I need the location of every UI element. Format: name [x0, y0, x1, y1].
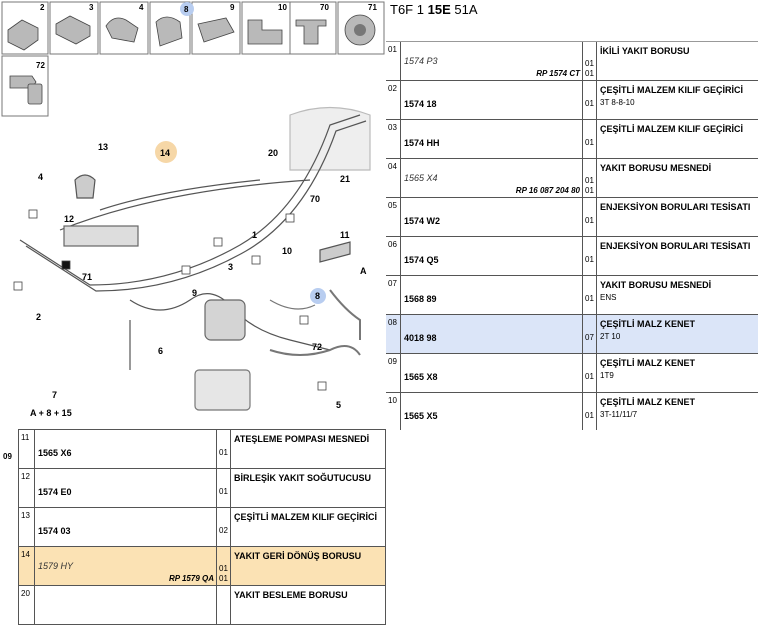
part-description: YAKIT GERİ DÖNÜŞ BORUSU: [234, 551, 362, 561]
quantity: 01: [585, 255, 594, 264]
parts-table-right: [386, 42, 758, 432]
callout-markers: [14, 210, 326, 390]
table-row[interactable]: [386, 354, 758, 393]
part-description: ENJEKSİYON BORULARI TESİSATI: [600, 202, 751, 212]
row-number: 03: [388, 123, 397, 132]
callout-12: 12: [64, 214, 75, 224]
callout-11: 11: [340, 230, 350, 240]
table-row[interactable]: [386, 198, 758, 237]
part-code[interactable]: 1574 E0: [38, 487, 72, 497]
callout-72: 72: [312, 342, 323, 352]
description-cell: [230, 430, 386, 468]
thumb-label-9: 9: [230, 3, 235, 12]
quantity-cell: [582, 315, 596, 353]
row-number-cell: [18, 469, 34, 507]
row-number: 04: [388, 162, 397, 171]
part-code-cell: [400, 198, 582, 236]
ref-n3: 51A: [454, 2, 478, 17]
quantity: 01: [219, 564, 228, 573]
table-row[interactable]: [386, 81, 758, 120]
quantity-cell: [216, 469, 230, 507]
description-cell: [596, 198, 758, 236]
part-code[interactable]: 1574 W2: [404, 216, 441, 226]
part-code-cell: [34, 469, 216, 507]
row-number: 06: [388, 240, 397, 249]
row-number-cell: [386, 315, 400, 353]
table-row[interactable]: [18, 429, 386, 469]
part-code-cell: [400, 159, 582, 197]
part-description: ÇEŞİTLİ MALZ KENET: [600, 397, 695, 407]
quantity-cell: [216, 586, 230, 624]
thumb-label-70: 70: [320, 3, 329, 12]
part-description: YAKIT BESLEME BORUSU: [234, 590, 348, 600]
table-row[interactable]: [18, 585, 386, 625]
table-row[interactable]: [386, 393, 758, 432]
thumbnail-strip: [2, 2, 384, 116]
part-description: ÇEŞİTLİ MALZEM KILIF GEÇİRİCİ: [600, 85, 743, 95]
row-number: 12: [21, 472, 30, 481]
row-number-cell: [386, 237, 400, 275]
row-number: 08: [388, 318, 397, 327]
part-code-cell: [400, 42, 582, 80]
row-number-cell: [386, 81, 400, 119]
part-description: ÇEŞİTLİ MALZEM KILIF GEÇİRİCİ: [600, 124, 743, 134]
part-code[interactable]: 1574 03: [38, 526, 71, 536]
fuel-cooler: [64, 226, 138, 246]
callout-A: A: [360, 266, 367, 276]
part-code[interactable]: 1568 89: [404, 294, 437, 304]
part-description: ATEŞLEME POMPASI MESNEDİ: [234, 434, 370, 444]
replacement-code[interactable]: RP 16 087 204 80: [515, 186, 580, 195]
row-number-cell: [18, 547, 34, 585]
group-label: 09: [3, 452, 12, 461]
row-number: 10: [388, 396, 397, 405]
row-number: 07: [388, 279, 397, 288]
callout-70: 70: [310, 194, 321, 204]
quantity-cell: [582, 81, 596, 119]
row-number-cell: [386, 276, 400, 314]
part-detail: 2T 10: [600, 332, 621, 341]
thumb-label-10: 10: [278, 3, 287, 12]
part-description: ÇEŞİTLİ MALZ KENET: [600, 358, 695, 368]
part-code[interactable]: 1565 X6: [38, 448, 72, 458]
part-code[interactable]: 1565 X4: [404, 173, 438, 183]
part-detail: 3T-11/11/7: [600, 410, 638, 419]
quantity: 07: [585, 333, 594, 342]
quantity-replacement: 01: [219, 574, 228, 583]
part-code-cell: [400, 393, 582, 431]
part-code-cell: [34, 547, 216, 585]
part-code[interactable]: 1574 HH: [404, 138, 440, 148]
description-cell: [596, 393, 758, 431]
table-row[interactable]: [386, 42, 758, 81]
callout-14: 14: [160, 148, 171, 158]
table-row[interactable]: [386, 315, 758, 354]
description-cell: [596, 354, 758, 392]
ref-n1: 1: [416, 2, 424, 17]
row-number: 14: [21, 550, 30, 559]
row-number: 01: [388, 45, 397, 54]
description-cell: [596, 237, 758, 275]
part-code[interactable]: 1565 X5: [404, 411, 438, 421]
description-cell: [596, 276, 758, 314]
quantity-cell: [582, 276, 596, 314]
callout-71: 71: [82, 272, 93, 282]
description-cell: [596, 81, 758, 119]
thumb-label-8: 8: [184, 5, 189, 14]
quantity: 01: [585, 176, 594, 185]
row-number-cell: [386, 354, 400, 392]
pump: [205, 300, 245, 340]
quantity-replacement: 01: [585, 69, 594, 78]
table-row[interactable]: [386, 120, 758, 159]
part-description: YAKIT BORUSU MESNEDİ: [600, 163, 712, 173]
callout-1: 1: [252, 230, 258, 240]
part-code-cell: [400, 276, 582, 314]
part-code[interactable]: 1574 Q5: [404, 255, 439, 265]
part-code[interactable]: 1579 HY: [38, 561, 74, 571]
quantity-cell: [582, 393, 596, 431]
replacement-code[interactable]: RP 1579 QA: [168, 574, 214, 583]
callout-2: 2: [36, 312, 42, 322]
row-number: 20: [21, 589, 30, 598]
parts-table-bottom: [18, 430, 386, 625]
part-description: BİRLEŞİK YAKIT SOĞUTUCUSU: [234, 473, 372, 483]
part-description: ÇEŞİTLİ MALZEM KILIF GEÇİRİCİ: [234, 512, 377, 522]
quantity-cell: [582, 120, 596, 158]
quantity-replacement: 01: [585, 186, 594, 195]
callout-7: 7: [52, 390, 58, 400]
callout-5: 5: [336, 400, 342, 410]
row-number-cell: [18, 586, 34, 624]
ref-prefix: T6F: [390, 2, 414, 17]
callout-13: 13: [98, 142, 109, 152]
part-code[interactable]: 1574 P3: [404, 56, 438, 66]
description-cell: [230, 508, 386, 546]
part-detail: ENS: [600, 293, 617, 302]
ref-n2: 15E: [427, 2, 451, 17]
callout-3: 3: [228, 262, 234, 272]
quantity-cell: [582, 354, 596, 392]
quantity-cell: [216, 430, 230, 468]
row-number: 09: [388, 357, 397, 366]
part-code-cell: [400, 237, 582, 275]
part-detail: 3T 8-8-10: [600, 98, 635, 107]
quantity-cell: [216, 508, 230, 546]
table-row[interactable]: [386, 276, 758, 315]
quantity: 01: [585, 411, 594, 420]
quantity-cell: [582, 159, 596, 197]
table-row[interactable]: [386, 237, 758, 276]
part-code-cell: [34, 430, 216, 468]
part-description: YAKIT BORUSU MESNEDİ: [600, 280, 712, 290]
description-cell: [596, 120, 758, 158]
reference-header: [386, 0, 758, 42]
description-cell: [596, 159, 758, 197]
quantity: 01: [585, 59, 594, 68]
quantity: 02: [219, 526, 228, 535]
reference-code: [390, 2, 478, 17]
row-number: 05: [388, 201, 397, 210]
replacement-code[interactable]: RP 1574 CT: [536, 69, 580, 78]
row-number-cell: [386, 159, 400, 197]
quantity: 01: [219, 487, 228, 496]
part-code[interactable]: 4018 98: [404, 333, 437, 343]
quantity-cell: [582, 198, 596, 236]
row-number: 13: [21, 511, 30, 520]
row-number-cell: [386, 42, 400, 80]
part-code-cell: [400, 81, 582, 119]
part-code-cell: [400, 315, 582, 353]
quantity: 01: [585, 138, 594, 147]
thumb-label-4: 4: [139, 3, 144, 12]
callout-8: 8: [315, 291, 321, 301]
callout-20: 20: [268, 148, 279, 158]
filter: [195, 370, 250, 410]
description-cell: [230, 586, 386, 624]
quantity: 01: [219, 448, 228, 457]
row-number-cell: [386, 198, 400, 236]
part-description: İKİLİ YAKIT BORUSU: [600, 46, 690, 56]
quantity: 01: [585, 372, 594, 381]
row-number: 11: [21, 433, 30, 442]
quantity: 01: [585, 294, 594, 303]
part-code-cell: [400, 354, 582, 392]
quantity: 01: [585, 99, 594, 108]
thumb-label-2: 2: [40, 3, 45, 12]
callout-4: 4: [38, 172, 44, 182]
callout-6: 6: [158, 346, 164, 356]
part-code-cell: [34, 508, 216, 546]
table-row[interactable]: [386, 159, 758, 198]
exploded-view-svg: [0, 0, 386, 430]
description-cell: [596, 315, 758, 353]
part-code-cell: [34, 586, 216, 624]
quantity-cell: [582, 42, 596, 80]
callout-10: 10: [282, 246, 293, 256]
parts-diagram: [0, 0, 386, 430]
callout-formula: A + 8 + 15: [30, 408, 72, 418]
thumb-label-72: 72: [36, 61, 45, 70]
quantity-cell: [582, 237, 596, 275]
quantity-cell: [216, 547, 230, 585]
row-number-cell: [386, 120, 400, 158]
part-code[interactable]: 1574 18: [404, 99, 437, 109]
row-number-cell: [18, 430, 34, 468]
description-cell: [596, 42, 758, 80]
part-detail: 1T9: [600, 371, 614, 380]
quantity: 01: [585, 216, 594, 225]
part-description: ENJEKSİYON BORULARI TESİSATI: [600, 241, 751, 251]
thumb-label-71: 71: [368, 3, 377, 12]
callout-21: 21: [340, 174, 351, 184]
row-number: 02: [388, 84, 397, 93]
fuel-system-drawing: [20, 108, 370, 411]
thumb-label-3: 3: [89, 3, 94, 12]
row-number-cell: [386, 393, 400, 431]
part-code[interactable]: 1565 X8: [404, 372, 438, 382]
part-code-cell: [400, 120, 582, 158]
empty-area: [386, 430, 758, 600]
part-description: ÇEŞİTLİ MALZ KENET: [600, 319, 695, 329]
row-number-cell: [18, 508, 34, 546]
table-row[interactable]: [18, 507, 386, 547]
callout-9: 9: [192, 288, 198, 298]
description-cell: [230, 469, 386, 507]
description-cell: [230, 547, 386, 585]
table-row[interactable]: [18, 468, 386, 508]
table-row[interactable]: [18, 546, 386, 586]
